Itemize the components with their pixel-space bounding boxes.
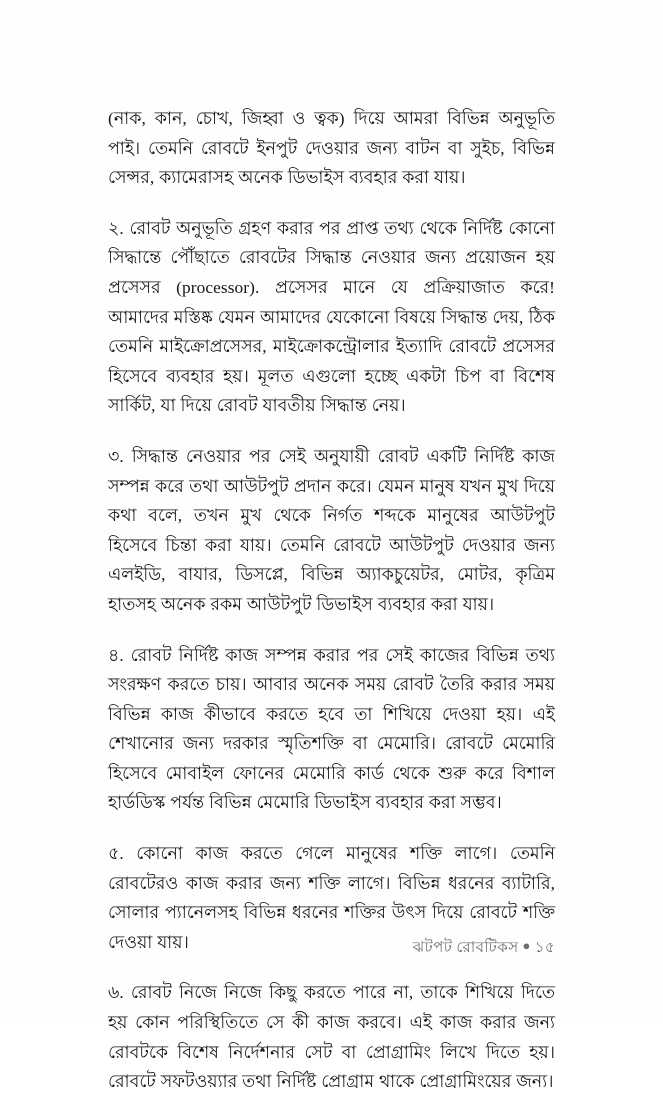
paragraph-item-4-memory: ৪. রোবট নির্দিষ্ট কাজ সম্পন্ন করার পর সেই কাজের বিভিন্ন তথ্য সংরক্ষণ করতে চায়। আবার অনেক সময় রোবট তৈরি করার সময় বিভিন্ন কাজ কীভাবে করতে হবে তা শিখিয়ে দেওয়া হয়। এই শেখানোর জন্য দরকার স্মৃতিশক্তি বা মেমোরি। রোবটে মেমোরি হিসেবে মোবাইল ফোনের মেমোরি কার্ড থেকে শুরু করে বিশাল হার্ডডিস্ক পর্যন্ত বিভিন্ন মেমোরি ডিভাইস ব্যবহার করা সম্ভব। — [108, 645, 555, 813]
footer-separator-dot: ● — [522, 938, 531, 953]
page-footer — [108, 936, 555, 958]
paragraph-item-6-programming: ৬. রোবট নিজে নিজে কিছু করতে পারে না, তাকে শিখিয়ে দিতে হয় কোন পরিস্থিতিতে সে কী কাজ করবে। এই কাজ করার জন্য রোবটকে বিশেষ নির্দেশনার সেট বা প্রোগ্রামিং লিখে দিতে হয়। রোবটে সফটওয়্যার তথা নির্দিষ্ট প্রোগ্রাম থাকে প্রোগ্রামিংয়ের জন্য। — [108, 983, 555, 1092]
paragraph-item-5-power: ৫. কোনো কাজ করতে গেলে মানুষের শক্তি লাগে। তেমনি রোবটেরও কাজ করার জন্য শক্তি লাগে। বিভিন্ন ধরনের ব্যাটারি, সোলার প্যানেলসহ বিভিন্ন ধরনের শক্তির উৎস দিয়ে রোবটে শক্তি দেওয়া যায়। — [108, 844, 555, 952]
footer-book-title: ঝটপট রোবটিকস — [412, 939, 519, 956]
paragraph-item-2-processor: ২. রোবট অনুভূতি গ্রহণ করার পর প্রাপ্ত তথ্য থেকে নির্দিষ্ট কোনো সিদ্ধান্তে পৌঁছাতে রোবটের সিদ্ধান্ত নেওয়ার জন্য প্রয়োজন হয় প্রসেসর (processor). প্রসেসর মানে যে প্রক্রিয়াজাত করে! আমাদের মস্তিষ্ক যেমন আমাদের যেকোনো বিষয়ে সিদ্ধান্ত দেয়, ঠিক তেমনি মাইক্রোপ্রসেসর, মাইক্রোকন্ট্রোলার ইত্যাদি রোবটে প্রসেসর হিসেবে ব্যবহার হয়। মূলত এগুলো হচ্ছে একটা চিপ বা বিশেষ সার্কিট, যা দিয়ে রোবট যাবতীয় সিদ্ধান্ত নেয়। — [108, 218, 555, 416]
footer-page-number: ১৫ — [534, 939, 555, 956]
paragraph-item-3-output: ৩. সিদ্ধান্ত নেওয়ার পর সেই অনুযায়ী রোবট একটি নির্দিষ্ট কাজ সম্পন্ন করে তথা আউটপুট প্রদান করে। যেমন মানুষ যখন মুখ দিয়ে কথা বলে, তখন মুখ থেকে নির্গত শব্দকে মানুষের আউটপুট হিসেবে চিন্তা করা যায়। তেমনি রোবটে আউটপুট দেওয়ার জন্য এলইডি, বাযার, ডিসপ্লে, বিভিন্ন অ্যাকচুয়েটর, মোটর, কৃত্রিম হাতসহ অনেক রকম আউটপুট ডিভাইস ব্যবহার করা যায়। — [108, 446, 555, 614]
paragraph-sensors-continued: (নাক, কান, চোখ, জিহ্বা ও ত্বক) দিয়ে আমরা বিভিন্ন অনুভূতি পাই। তেমনি রোবটে ইনপুট দেওয়ার জন্য বাটন বা সুইচ, বিভিন্ন সেন্সর, ক্যামেরাসহ অনেক ডিভাইস ব্যবহার করা যায়। — [108, 109, 555, 188]
